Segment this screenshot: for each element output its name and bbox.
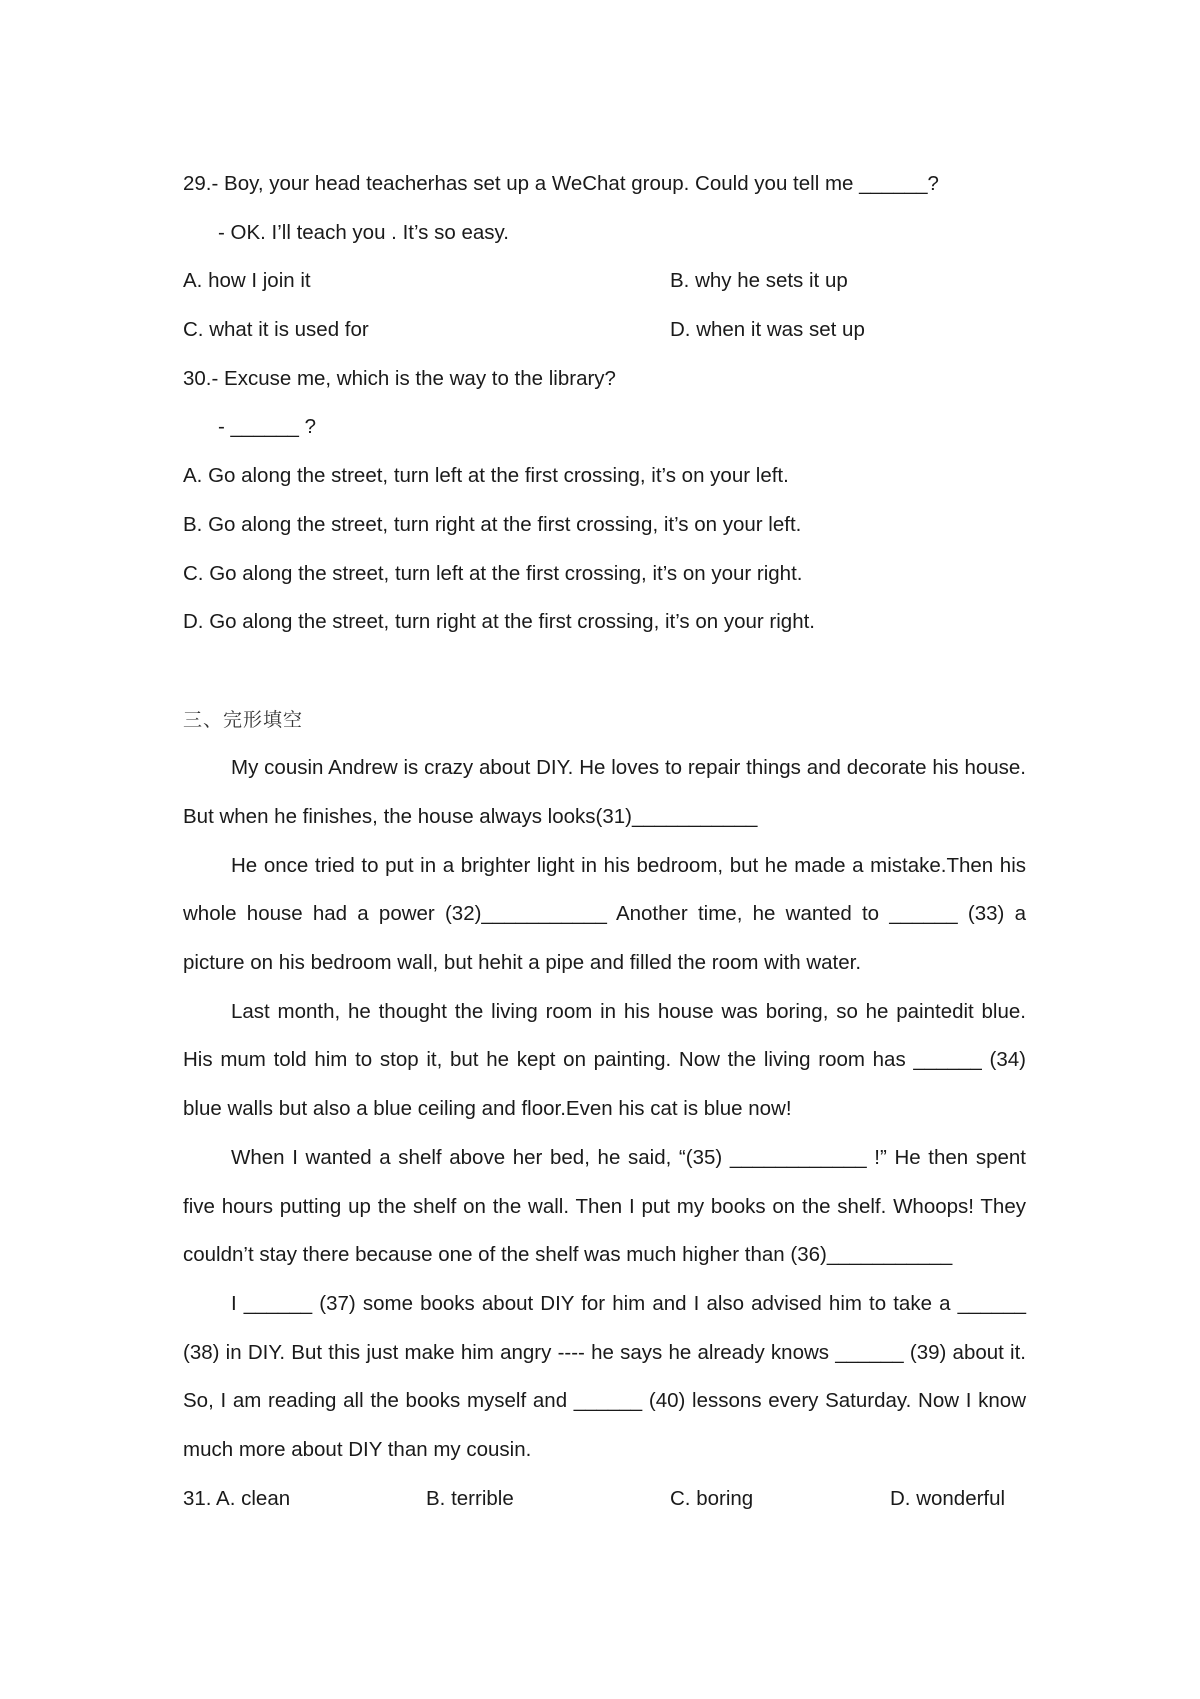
question-30-option-b: B. Go along the street, turn right at the first crossing, it’s on your left.: [183, 512, 802, 536]
question-31-option-d: D. wonderful: [890, 1486, 1006, 1510]
section-title: 三、完形填空: [183, 708, 304, 731]
cloze-paragraph-3: Last month, he thought the living room in his house was boring, so he paintedit blue. His mum told him to stop it, but he kept on painting. Now the living room has ______ (34) blue walls but also a blue ceiling and floor.Even his cat is blue now!: [183, 999, 1026, 1121]
question-30-stem: 30.- Excuse me, which is the way to the library?: [183, 366, 616, 390]
question-31-options: [183, 1475, 1026, 1524]
question-29-stem: 29.- Boy, your head teacherhas set up a WeChat group. Could you tell me ______?: [183, 172, 939, 195]
question-29-option-c: C. what it is used for: [183, 318, 369, 342]
exam-page: [183, 160, 1026, 1523]
question-31-option-b: B. terrible: [426, 1486, 514, 1510]
cloze-paragraph-5: I ______ (37) some books about DIY for him and I also advised him to take a ______ (38) in DIY. But this just make him angry ---- he says he already knows ______ (39) about it. So, I am reading all the books myself and ______ (40) lessons every Saturday. Now I know much more about DIY than my cousin.: [183, 1291, 1026, 1462]
question-30-option-a: A. Go along the street, turn left at the first crossing, it’s on your left.: [183, 464, 789, 488]
question-29-options-row-2: [183, 306, 1026, 355]
question-30-option-d: D. Go along the street, turn right at the first crossing, it’s on your right.: [183, 610, 815, 634]
question-31-option-a: 31. A. clean: [183, 1486, 291, 1510]
question-30-option-c: C. Go along the street, turn left at the first crossing, it’s on your right.: [183, 561, 803, 585]
question-31-option-c: C. boring: [670, 1486, 754, 1510]
question-29-option-b: B. why he sets it up: [670, 269, 848, 293]
cloze-paragraph-4: When I wanted a shelf above her bed, he said, “(35) ____________ !” He then spent five hours putting up the shelf on the wall. Then I put my books on the shelf. Whoops! They couldn’t stay there because one of the shelf was much higher than (36)___________: [183, 1145, 1026, 1267]
spacer: [183, 647, 1026, 696]
question-29-options-row-1: [183, 257, 1026, 306]
question-30-reply: - ______ ?: [218, 415, 317, 439]
question-29-reply: - OK. I’ll teach you . It’s so easy.: [218, 220, 509, 244]
question-29-option-d: D. when it was set up: [670, 318, 865, 342]
cloze-paragraph-1: My cousin Andrew is crazy about DIY. He loves to repair things and decorate his house. But when he finishes, the house always looks(31)___________: [183, 756, 1026, 828]
question-29-option-a: A. how I join it: [183, 269, 311, 293]
cloze-paragraph-2: He once tried to put in a brighter light in his bedroom, but he made a mistake.Then his whole house had a power (32)___________ Another time, he wanted to ______ (33) a picture on his bedroom wall, but hehit a pipe and filled the room with water.: [183, 853, 1026, 975]
